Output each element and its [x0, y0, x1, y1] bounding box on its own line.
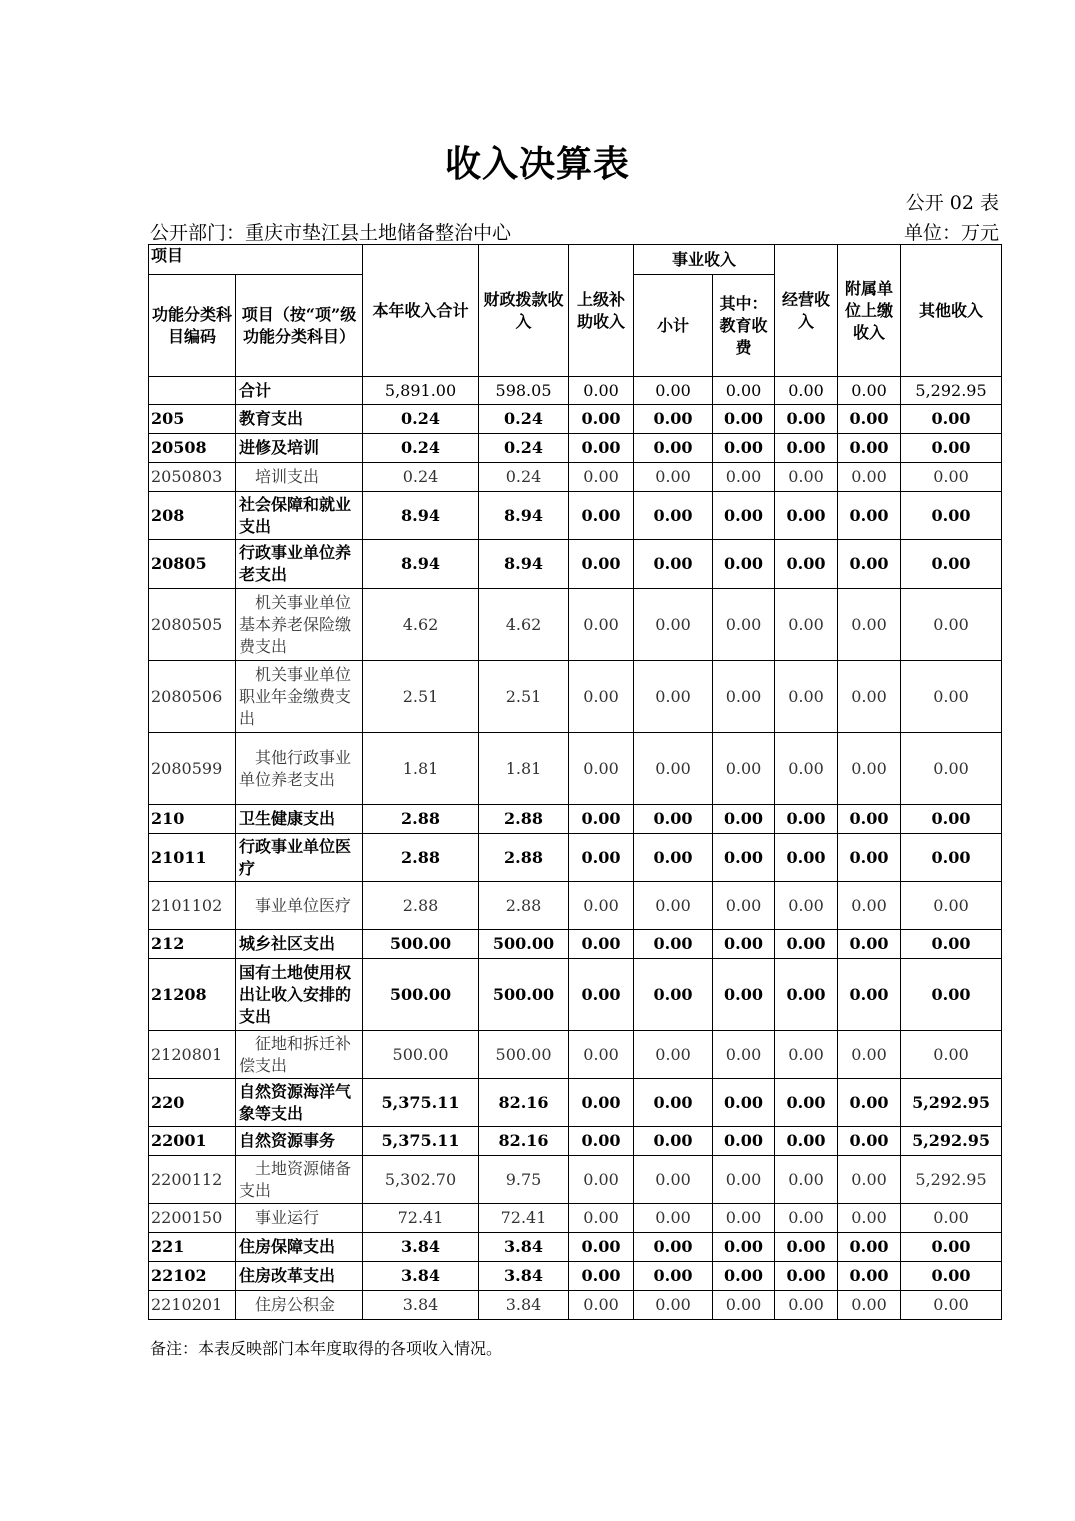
cell-superior: 0.00	[569, 1204, 634, 1233]
cell-other: 0.00	[901, 959, 1002, 1031]
cell-name: 培训支出	[236, 463, 363, 492]
cell-affiliated: 0.00	[838, 1262, 901, 1291]
cell-code: 2080599	[149, 733, 236, 805]
cell-operating: 0.00	[775, 733, 838, 805]
table-row	[149, 1079, 1002, 1127]
cell-fiscal: 4.62	[479, 589, 569, 661]
header-fiscal: 财政拨款收入	[479, 245, 569, 377]
cell-code: 2210201	[149, 1291, 236, 1320]
cell-edu: 0.00	[713, 930, 775, 959]
header-edu-fee: 其中：教育收费	[713, 275, 775, 377]
cell-code: 2050803	[149, 463, 236, 492]
cell-subtotal: 0.00	[634, 1079, 713, 1127]
cell-subtotal: 0.00	[634, 930, 713, 959]
header-superior: 上级补助收入	[569, 245, 634, 377]
table-row	[149, 661, 1002, 733]
table-row	[149, 434, 1002, 463]
table-row	[149, 405, 1002, 434]
cell-edu: 0.00	[713, 834, 775, 882]
cell-superior: 0.00	[569, 1262, 634, 1291]
cell-operating: 0.00	[775, 882, 838, 930]
cell-operating: 0.00	[775, 1291, 838, 1320]
cell-other: 0.00	[901, 930, 1002, 959]
cell-name: 进修及培训	[236, 434, 363, 463]
cell-code: 220	[149, 1079, 236, 1127]
cell-operating: 0.00	[775, 540, 838, 589]
header-affiliated: 附属单位上缴收入	[838, 245, 901, 377]
cell-subtotal: 0.00	[634, 959, 713, 1031]
table-row	[149, 540, 1002, 589]
cell-name: 住房公积金	[236, 1291, 363, 1320]
cell-edu: 0.00	[713, 589, 775, 661]
cell-superior: 0.00	[569, 434, 634, 463]
form-number: 公开 02 表	[905, 192, 999, 214]
cell-affiliated: 0.00	[838, 882, 901, 930]
cell-subtotal: 0.00	[634, 661, 713, 733]
cell-edu: 0.00	[713, 882, 775, 930]
cell-operating: 0.00	[775, 1262, 838, 1291]
cell-total: 8.94	[363, 540, 479, 589]
cell-affiliated: 0.00	[838, 1031, 901, 1079]
cell-name: 土地资源储备支出	[236, 1156, 363, 1204]
cell-name: 卫生健康支出	[236, 805, 363, 834]
header-operating: 经营收入	[775, 245, 838, 377]
cell-other: 0.00	[901, 589, 1002, 661]
cell-subtotal: 0.00	[634, 492, 713, 540]
cell-total: 1.81	[363, 733, 479, 805]
cell-edu: 0.00	[713, 377, 775, 405]
cell-other: 0.00	[901, 805, 1002, 834]
cell-edu: 0.00	[713, 1031, 775, 1079]
cell-fiscal: 8.94	[479, 540, 569, 589]
table-row	[149, 1262, 1002, 1291]
cell-total: 4.62	[363, 589, 479, 661]
cell-name: 事业运行	[236, 1204, 363, 1233]
cell-subtotal: 0.00	[634, 1233, 713, 1262]
cell-other: 0.00	[901, 434, 1002, 463]
cell-total: 500.00	[363, 1031, 479, 1079]
header-subtotal: 小计	[634, 275, 713, 377]
cell-edu: 0.00	[713, 1127, 775, 1156]
table-row	[149, 463, 1002, 492]
cell-superior: 0.00	[569, 463, 634, 492]
unit-label: 单位：万元	[903, 222, 999, 244]
table-row	[149, 492, 1002, 540]
cell-code	[149, 377, 236, 405]
table-row	[149, 377, 1002, 405]
cell-fiscal: 2.51	[479, 661, 569, 733]
cell-fiscal: 3.84	[479, 1233, 569, 1262]
cell-affiliated: 0.00	[838, 1079, 901, 1127]
cell-code: 2080505	[149, 589, 236, 661]
cell-other: 5,292.95	[901, 1156, 1002, 1204]
header-code: 功能分类科目编码	[149, 275, 236, 377]
cell-affiliated: 0.00	[838, 434, 901, 463]
cell-edu: 0.00	[713, 540, 775, 589]
cell-affiliated: 0.00	[838, 589, 901, 661]
cell-total: 5,375.11	[363, 1079, 479, 1127]
cell-operating: 0.00	[775, 434, 838, 463]
cell-code: 2080506	[149, 661, 236, 733]
cell-code: 22001	[149, 1127, 236, 1156]
cell-total: 0.24	[363, 405, 479, 434]
cell-other: 0.00	[901, 834, 1002, 882]
cell-affiliated: 0.00	[838, 377, 901, 405]
cell-affiliated: 0.00	[838, 1156, 901, 1204]
cell-name: 教育支出	[236, 405, 363, 434]
table-row	[149, 1291, 1002, 1320]
cell-subtotal: 0.00	[634, 1031, 713, 1079]
cell-name: 行政事业单位养老支出	[236, 540, 363, 589]
cell-affiliated: 0.00	[838, 1204, 901, 1233]
table-body	[149, 377, 1002, 1320]
cell-fiscal: 500.00	[479, 959, 569, 1031]
cell-other: 0.00	[901, 882, 1002, 930]
cell-code: 20805	[149, 540, 236, 589]
cell-fiscal: 500.00	[479, 930, 569, 959]
cell-subtotal: 0.00	[634, 463, 713, 492]
cell-edu: 0.00	[713, 805, 775, 834]
cell-code: 208	[149, 492, 236, 540]
cell-name: 机关事业单位基本养老保险缴费支出	[236, 589, 363, 661]
cell-subtotal: 0.00	[634, 882, 713, 930]
table-row	[149, 733, 1002, 805]
cell-other: 0.00	[901, 463, 1002, 492]
cell-edu: 0.00	[713, 1262, 775, 1291]
cell-affiliated: 0.00	[838, 733, 901, 805]
cell-subtotal: 0.00	[634, 1204, 713, 1233]
cell-subtotal: 0.00	[634, 1156, 713, 1204]
cell-other: 5,292.95	[901, 377, 1002, 405]
cell-total: 5,302.70	[363, 1156, 479, 1204]
header-business-group: 事业收入	[634, 245, 775, 275]
cell-edu: 0.00	[713, 434, 775, 463]
cell-affiliated: 0.00	[838, 1233, 901, 1262]
cell-total: 0.24	[363, 434, 479, 463]
cell-operating: 0.00	[775, 661, 838, 733]
cell-operating: 0.00	[775, 463, 838, 492]
cell-name: 征地和拆迁补偿支出	[236, 1031, 363, 1079]
cell-affiliated: 0.00	[838, 463, 901, 492]
cell-code: 205	[149, 405, 236, 434]
cell-superior: 0.00	[569, 882, 634, 930]
cell-name: 其他行政事业单位养老支出	[236, 733, 363, 805]
cell-superior: 0.00	[569, 1079, 634, 1127]
cell-fiscal: 598.05	[479, 377, 569, 405]
cell-total: 3.84	[363, 1291, 479, 1320]
cell-other: 0.00	[901, 405, 1002, 434]
cell-total: 500.00	[363, 959, 479, 1031]
cell-subtotal: 0.00	[634, 805, 713, 834]
cell-operating: 0.00	[775, 377, 838, 405]
cell-fiscal: 2.88	[479, 882, 569, 930]
cell-edu: 0.00	[713, 492, 775, 540]
cell-fiscal: 1.81	[479, 733, 569, 805]
cell-code: 21011	[149, 834, 236, 882]
footnote: 备注：本表反映部门本年度取得的各项收入情况。	[150, 1339, 503, 1358]
cell-fiscal: 3.84	[479, 1262, 569, 1291]
cell-operating: 0.00	[775, 1233, 838, 1262]
cell-operating: 0.00	[775, 959, 838, 1031]
cell-operating: 0.00	[775, 1156, 838, 1204]
cell-fiscal: 8.94	[479, 492, 569, 540]
cell-superior: 0.00	[569, 1127, 634, 1156]
cell-fiscal: 9.75	[479, 1156, 569, 1204]
table-row	[149, 930, 1002, 959]
cell-code: 20508	[149, 434, 236, 463]
cell-affiliated: 0.00	[838, 661, 901, 733]
cell-code: 212	[149, 930, 236, 959]
cell-operating: 0.00	[775, 834, 838, 882]
cell-fiscal: 72.41	[479, 1204, 569, 1233]
table-row	[149, 589, 1002, 661]
cell-superior: 0.00	[569, 1291, 634, 1320]
income-table	[148, 244, 1002, 1320]
cell-total: 500.00	[363, 930, 479, 959]
cell-subtotal: 0.00	[634, 589, 713, 661]
cell-affiliated: 0.00	[838, 1291, 901, 1320]
cell-fiscal: 500.00	[479, 1031, 569, 1079]
table-row	[149, 1233, 1002, 1262]
cell-edu: 0.00	[713, 405, 775, 434]
cell-name: 事业单位医疗	[236, 882, 363, 930]
table-row	[149, 1156, 1002, 1204]
cell-edu: 0.00	[713, 733, 775, 805]
cell-superior: 0.00	[569, 589, 634, 661]
cell-fiscal: 82.16	[479, 1127, 569, 1156]
cell-affiliated: 0.00	[838, 1127, 901, 1156]
cell-affiliated: 0.00	[838, 492, 901, 540]
table-row	[149, 1031, 1002, 1079]
table-row	[149, 882, 1002, 930]
cell-code: 22102	[149, 1262, 236, 1291]
cell-name: 自然资源海洋气象等支出	[236, 1079, 363, 1127]
cell-subtotal: 0.00	[634, 1291, 713, 1320]
cell-edu: 0.00	[713, 463, 775, 492]
table-row	[149, 959, 1002, 1031]
cell-other: 5,292.95	[901, 1127, 1002, 1156]
cell-superior: 0.00	[569, 930, 634, 959]
cell-name: 城乡社区支出	[236, 930, 363, 959]
cell-other: 0.00	[901, 733, 1002, 805]
cell-name: 住房保障支出	[236, 1233, 363, 1262]
header-total: 本年收入合计	[363, 245, 479, 377]
cell-superior: 0.00	[569, 540, 634, 589]
cell-edu: 0.00	[713, 661, 775, 733]
cell-fiscal: 3.84	[479, 1291, 569, 1320]
cell-fiscal: 2.88	[479, 834, 569, 882]
cell-subtotal: 0.00	[634, 1262, 713, 1291]
cell-other: 0.00	[901, 492, 1002, 540]
cell-edu: 0.00	[713, 1079, 775, 1127]
cell-total: 5,375.11	[363, 1127, 479, 1156]
cell-fiscal: 0.24	[479, 405, 569, 434]
cell-superior: 0.00	[569, 661, 634, 733]
cell-operating: 0.00	[775, 492, 838, 540]
cell-code: 221	[149, 1233, 236, 1262]
cell-edu: 0.00	[713, 1156, 775, 1204]
cell-total: 0.24	[363, 463, 479, 492]
cell-total: 2.88	[363, 805, 479, 834]
cell-subtotal: 0.00	[634, 540, 713, 589]
cell-subtotal: 0.00	[634, 377, 713, 405]
header-name: 项目（按“项”级功能分类科目）	[236, 275, 363, 377]
cell-superior: 0.00	[569, 377, 634, 405]
cell-operating: 0.00	[775, 805, 838, 834]
header-other: 其他收入	[901, 245, 1002, 377]
cell-edu: 0.00	[713, 1291, 775, 1320]
cell-name: 合计	[236, 377, 363, 405]
cell-fiscal: 2.88	[479, 805, 569, 834]
cell-fiscal: 82.16	[479, 1079, 569, 1127]
cell-other: 0.00	[901, 1204, 1002, 1233]
cell-code: 2120801	[149, 1031, 236, 1079]
cell-superior: 0.00	[569, 733, 634, 805]
cell-operating: 0.00	[775, 1079, 838, 1127]
cell-total: 5,891.00	[363, 377, 479, 405]
cell-other: 0.00	[901, 540, 1002, 589]
cell-code: 2200150	[149, 1204, 236, 1233]
cell-other: 0.00	[901, 661, 1002, 733]
cell-superior: 0.00	[569, 492, 634, 540]
table-row	[149, 1204, 1002, 1233]
table-row	[149, 1127, 1002, 1156]
cell-affiliated: 0.00	[838, 805, 901, 834]
cell-subtotal: 0.00	[634, 834, 713, 882]
cell-code: 21208	[149, 959, 236, 1031]
cell-total: 2.51	[363, 661, 479, 733]
cell-superior: 0.00	[569, 1156, 634, 1204]
cell-name: 社会保障和就业支出	[236, 492, 363, 540]
cell-superior: 0.00	[569, 805, 634, 834]
cell-affiliated: 0.00	[838, 959, 901, 1031]
cell-subtotal: 0.00	[634, 405, 713, 434]
cell-affiliated: 0.00	[838, 405, 901, 434]
cell-code: 2200112	[149, 1156, 236, 1204]
cell-other: 0.00	[901, 1031, 1002, 1079]
department-label: 公开部门：重庆市垫江县土地储备整治中心	[150, 222, 512, 244]
cell-total: 3.84	[363, 1233, 479, 1262]
cell-total: 2.88	[363, 834, 479, 882]
table-row	[149, 834, 1002, 882]
cell-other: 0.00	[901, 1291, 1002, 1320]
cell-other: 0.00	[901, 1262, 1002, 1291]
cell-name: 机关事业单位职业年金缴费支出	[236, 661, 363, 733]
cell-edu: 0.00	[713, 959, 775, 1031]
cell-superior: 0.00	[569, 1233, 634, 1262]
cell-superior: 0.00	[569, 834, 634, 882]
cell-operating: 0.00	[775, 930, 838, 959]
cell-total: 2.88	[363, 882, 479, 930]
page-title: 收入决算表	[444, 143, 630, 185]
cell-fiscal: 0.24	[479, 434, 569, 463]
cell-code: 210	[149, 805, 236, 834]
cell-subtotal: 0.00	[634, 733, 713, 805]
cell-affiliated: 0.00	[838, 834, 901, 882]
cell-edu: 0.00	[713, 1204, 775, 1233]
cell-subtotal: 0.00	[634, 434, 713, 463]
cell-name: 行政事业单位医疗	[236, 834, 363, 882]
cell-affiliated: 0.00	[838, 930, 901, 959]
cell-superior: 0.00	[569, 405, 634, 434]
cell-operating: 0.00	[775, 1204, 838, 1233]
table-row	[149, 805, 1002, 834]
cell-superior: 0.00	[569, 1031, 634, 1079]
cell-name: 国有土地使用权出让收入安排的支出	[236, 959, 363, 1031]
cell-operating: 0.00	[775, 405, 838, 434]
cell-total: 3.84	[363, 1262, 479, 1291]
cell-operating: 0.00	[775, 589, 838, 661]
cell-name: 住房改革支出	[236, 1262, 363, 1291]
cell-superior: 0.00	[569, 959, 634, 1031]
cell-code: 2101102	[149, 882, 236, 930]
cell-subtotal: 0.00	[634, 1127, 713, 1156]
header-item-group: 项目	[149, 245, 363, 275]
cell-operating: 0.00	[775, 1031, 838, 1079]
cell-affiliated: 0.00	[838, 540, 901, 589]
cell-total: 72.41	[363, 1204, 479, 1233]
cell-fiscal: 0.24	[479, 463, 569, 492]
cell-other: 0.00	[901, 1233, 1002, 1262]
cell-other: 5,292.95	[901, 1079, 1002, 1127]
cell-name: 自然资源事务	[236, 1127, 363, 1156]
cell-total: 8.94	[363, 492, 479, 540]
cell-operating: 0.00	[775, 1127, 838, 1156]
cell-edu: 0.00	[713, 1233, 775, 1262]
